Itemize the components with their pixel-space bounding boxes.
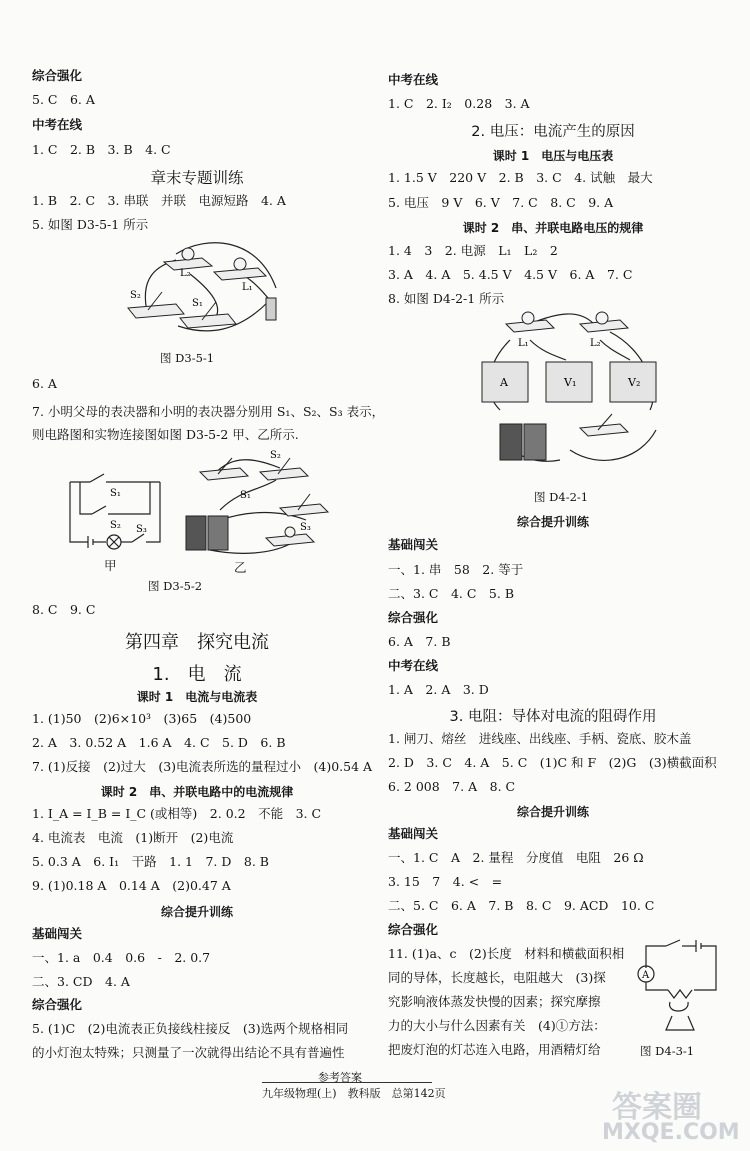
answer-line: 二、3. CD 4. A [32, 974, 130, 989]
lesson-title: 课时 2 串、并联电路电压的规律 [462, 221, 644, 235]
fig-label: S₂ [270, 450, 281, 461]
section-label: 综合强化 [32, 68, 83, 83]
section-title: 章末专题训练 [150, 169, 244, 187]
answer-line: 5. 0.3 A 6. I₁ 干路 1. 1 7. D 8. B [32, 854, 269, 869]
section-label: 综合强化 [388, 922, 439, 937]
answer-line: 8. 如图 D4-2-1 所示 [388, 291, 505, 306]
answer-line: 5. 如图 D3-5-1 所示 [32, 217, 149, 232]
section-title: 3. 电阻：导体对电流的阻碍作用 [449, 709, 657, 725]
circuit-figure-d4-3-1 [636, 938, 724, 1034]
answer-line: 力的大小与什么因素有关 (4)①方法： [388, 1018, 606, 1033]
figure-caption: 图 D3-5-1 [160, 351, 215, 365]
answer-line: 究影响液体蒸发快慢的因素；探究摩擦 [388, 994, 601, 1009]
section-label: 综合强化 [388, 610, 439, 625]
answer-line: 6. 2 008 7. A 8. C [388, 779, 516, 794]
fig-label: V₁ [564, 376, 577, 389]
answer-line: 一、1. a 0.4 0.6 - 2. 0.7 [32, 950, 211, 965]
circuit-physical-yi [180, 450, 330, 560]
section-title: 综合提升训练 [516, 805, 589, 819]
fig-label: L₁ [518, 338, 529, 349]
figure-label-jia: 甲 [104, 558, 117, 573]
answer-line: 1. I_A = I_B = I_C (或相等) 2. 0.2 不能 3. C [32, 806, 322, 821]
answer-line: 1. A 2. A 3. D [388, 682, 489, 697]
answer-line: 7. 小明父母的表决器和小明的表决器分别用 S₁、S₂、S₃ 表示， [32, 404, 385, 419]
answer-line: 11. (1)a、c (2)长度 材料和横截面积相 [388, 946, 625, 961]
answer-line: 1. 闸刀、熔丝 进线座、出线座、手柄、瓷底、胶木盖 [388, 731, 692, 746]
answer-line: 6. A 7. B [388, 634, 451, 649]
answer-line: 则电路图和实物连接图如图 D3-5-2 甲、乙所示. [32, 427, 299, 442]
fig-label: S₃ [300, 522, 311, 533]
answer-line: 8. C 9. C [32, 602, 96, 617]
fig-label: S₁ [110, 488, 121, 499]
answer-line: 的小灯泡太特殊；只测量了一次就得出结论不具有普遍性 [32, 1045, 345, 1060]
answer-line: 1. 4 3 2. 电源 L₁ L₂ 2 [388, 243, 558, 258]
fig-label: L₂ [180, 268, 191, 279]
figure-label-yi: 乙 [234, 560, 247, 575]
section-label: 基础闯关 [388, 537, 439, 552]
section-label: 综合强化 [32, 997, 83, 1012]
section-title: 1. 电 流 [152, 664, 242, 685]
fig-label: A [642, 970, 650, 981]
section-label: 中考在线 [388, 658, 439, 673]
fig-label: L₁ [242, 282, 253, 293]
answer-line: 同的导体，长度越长，电阻越大 (3)探 [388, 970, 606, 985]
answer-line: 9. (1)0.18 A 0.14 A (2)0.47 A [32, 878, 231, 893]
fig-label: S₂ [130, 290, 141, 301]
section-title: 综合提升训练 [160, 905, 233, 919]
lesson-title: 课时 1 电压与电压表 [492, 149, 614, 163]
fig-label: S₂ [110, 520, 121, 531]
answer-line: 5. C 6. A [32, 92, 95, 107]
chapter-title: 第四章 探究电流 [125, 632, 269, 653]
fig-label: S₁ [240, 490, 251, 501]
fig-label: A [500, 376, 508, 389]
fig-label: L₂ [590, 338, 601, 349]
answer-line: 把废灯泡的灯芯连入电路，用酒精灯给 [388, 1042, 601, 1057]
answer-line: 一、1. C A 2. 量程 分度值 电阻 26 Ω [388, 850, 644, 865]
answer-line: 3. 15 7 4. < = [388, 874, 503, 889]
fig-label: S₃ [136, 524, 147, 535]
answer-line: 6. A [32, 376, 57, 391]
answer-line: 1. C 2. I₂ 0.28 3. A [388, 96, 530, 111]
fig-label: V₂ [628, 376, 641, 389]
watermark-logo: 答案圈 [612, 1090, 702, 1125]
answer-line: 3. A 4. A 5. 4.5 V 4.5 V 6. A 7. C [388, 267, 633, 282]
answer-line: 二、5. C 6. A 7. B 8. C 9. ACD 10. C [388, 898, 655, 913]
answer-line: 2. A 3. 0.52 A 1.6 A 4. C 5. D 6. B [32, 735, 286, 750]
answer-line: 1. B 2. C 3. 串联 并联 电源短路 4. A [32, 193, 286, 208]
lesson-title: 课时 2 串、并联电路中的电流规律 [100, 785, 294, 799]
answer-line: 5. (1)C (2)电流表正负接线柱接反 (3)选两个规格相同 [32, 1021, 349, 1036]
answer-line: 二、3. C 4. C 5. B [388, 586, 515, 601]
section-label: 中考在线 [388, 72, 439, 87]
figure-caption: 图 D3-5-2 [148, 579, 203, 593]
circuit-schematic-jia [60, 452, 170, 552]
watermark-url: MXQE.COM [602, 1120, 740, 1145]
lesson-title: 课时 1 电流与电流表 [136, 690, 258, 704]
section-title: 综合提升训练 [516, 515, 589, 529]
figure-caption: 图 D4-3-1 [640, 1044, 695, 1058]
fig-label: S₁ [192, 298, 203, 309]
figure-caption: 图 D4-2-1 [534, 490, 589, 504]
answer-line: 5. 电压 9 V 6. V 7. C 8. C 9. A [388, 195, 614, 210]
footer-divider [262, 1082, 432, 1083]
answer-line: 1. 1.5 V 220 V 2. B 3. C 4. 试触 最大 [388, 170, 653, 185]
circuit-figure-d4-2-1 [470, 310, 670, 470]
answer-line: 2. D 3. C 4. A 5. C (1)C 和 F (2)G (3)横截面积 [388, 755, 717, 770]
circuit-figure-d3-5-1 [118, 236, 298, 344]
answer-line: 一、1. 串 58 2. 等于 [388, 562, 524, 577]
section-label: 基础闯关 [32, 926, 83, 941]
answer-line: 7. (1)反接 (2)过大 (3)电流表所选的量程过小 (4)0.54 A [32, 759, 373, 774]
section-label: 中考在线 [32, 117, 83, 132]
answer-line: 4. 电流表 电流 (1)断开 (2)电流 [32, 830, 234, 845]
section-title: 2. 电压：电流产生的原因 [471, 124, 635, 140]
answer-line: 1. C 2. B 3. B 4. C [32, 142, 171, 157]
section-label: 基础闯关 [388, 826, 439, 841]
footer-info: 九年级物理(上) 教科版 总第142页 [262, 1087, 446, 1100]
footer-ref: 参考答案 [318, 1071, 362, 1084]
answer-line: 1. (1)50 (2)6×10³ (3)65 (4)500 [32, 711, 252, 726]
